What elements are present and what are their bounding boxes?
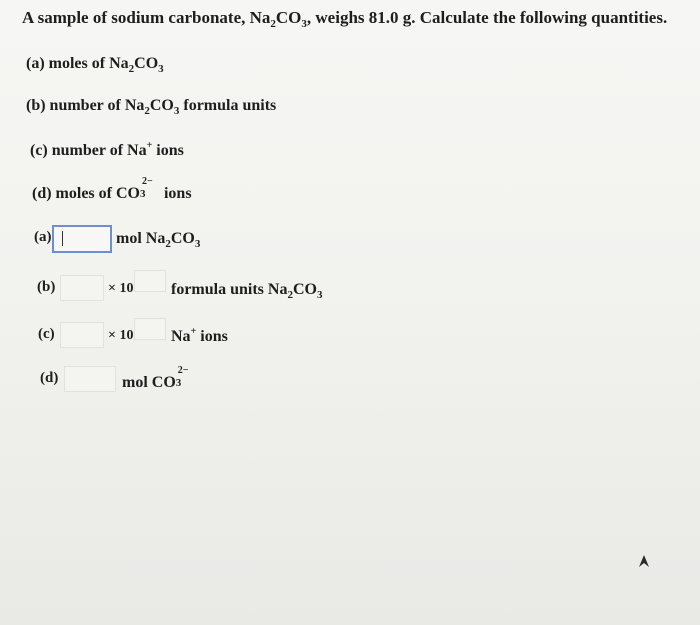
question-c-text: (c) number of Na <box>30 142 147 159</box>
question-b-sub2: 3 <box>173 105 180 117</box>
title-subscript-3: 3 <box>301 18 307 30</box>
answer-d-unit-sup: 2− <box>177 365 189 376</box>
answer-b-unit-mid: CO <box>292 281 317 298</box>
answer-d-label: (d) <box>40 370 59 386</box>
question-b-suffix: formula units <box>179 97 277 114</box>
answer-c-label: (c) <box>38 326 55 342</box>
question-c-suffix: ions <box>152 142 184 159</box>
answer-c-times: × 10 <box>108 328 134 343</box>
text-caret <box>62 231 63 246</box>
answer-a-unit <box>116 230 200 248</box>
title-text-mid: CO <box>275 8 302 27</box>
answer-b-label: (b) <box>37 279 56 295</box>
answer-c-exponent-input[interactable] <box>134 318 166 340</box>
answer-c-unit <box>171 328 228 346</box>
question-c <box>30 142 184 160</box>
title-subscript-2: 2 <box>270 18 276 30</box>
question-d-charge <box>139 176 160 200</box>
answer-d-unit-text: mol CO <box>122 374 176 391</box>
answer-b-unit-text: formula units Na <box>171 281 288 298</box>
question-d-sub: 3 <box>139 188 146 200</box>
question-d-suffix: ions <box>159 185 192 202</box>
answer-c-unit-text: Na <box>171 328 191 345</box>
question-b-text: (b) number of Na <box>26 97 145 114</box>
question-a <box>26 55 164 73</box>
answer-b-unit-sub2: 3 <box>316 289 323 301</box>
question-b-mid: CO <box>149 97 174 114</box>
question-d-sup: 2− <box>141 176 153 187</box>
answer-b-unit <box>171 281 322 299</box>
answer-a-unit-sub2: 3 <box>194 238 201 250</box>
question-d-text: (d) moles of CO <box>32 185 140 202</box>
answer-a-unit-text: mol Na <box>116 230 166 247</box>
answer-a-input[interactable] <box>52 225 112 253</box>
answer-a-label: (a) <box>34 229 52 245</box>
problem-statement <box>22 8 667 28</box>
question-a-sub1: 2 <box>128 63 135 75</box>
answer-a-unit-mid: CO <box>170 230 195 247</box>
question-a-sub2: 3 <box>158 63 164 75</box>
title-text-end: , weighs 81.0 g. Calculate the following quantities. <box>306 8 668 27</box>
question-a-mid: CO <box>134 55 159 72</box>
question-b <box>26 97 276 115</box>
answer-b-times: × 10 <box>108 281 134 296</box>
answer-b-mantissa-input[interactable] <box>60 275 104 301</box>
mouse-pointer-icon <box>637 553 651 574</box>
answer-b-exponent-input[interactable] <box>134 270 166 292</box>
title-text-start: A sample of sodium carbonate, Na <box>22 8 271 27</box>
answer-d-unit-charge <box>175 365 196 389</box>
answer-b-unit-sub1: 2 <box>287 289 293 301</box>
answer-a-unit-sub1: 2 <box>165 238 171 250</box>
answer-c-unit-suffix: ions <box>196 328 228 345</box>
answer-d-input[interactable] <box>64 366 116 392</box>
question-a-text: (a) moles of Na <box>26 55 129 72</box>
answer-c-mantissa-input[interactable] <box>60 322 104 348</box>
question-c-sup: + <box>146 140 153 151</box>
question-b-sub1: 2 <box>144 105 150 117</box>
answer-d-unit-sub: 3 <box>175 377 182 389</box>
answer-c-unit-sup: + <box>190 326 197 337</box>
question-d <box>32 176 192 203</box>
answer-d-unit <box>122 365 196 392</box>
